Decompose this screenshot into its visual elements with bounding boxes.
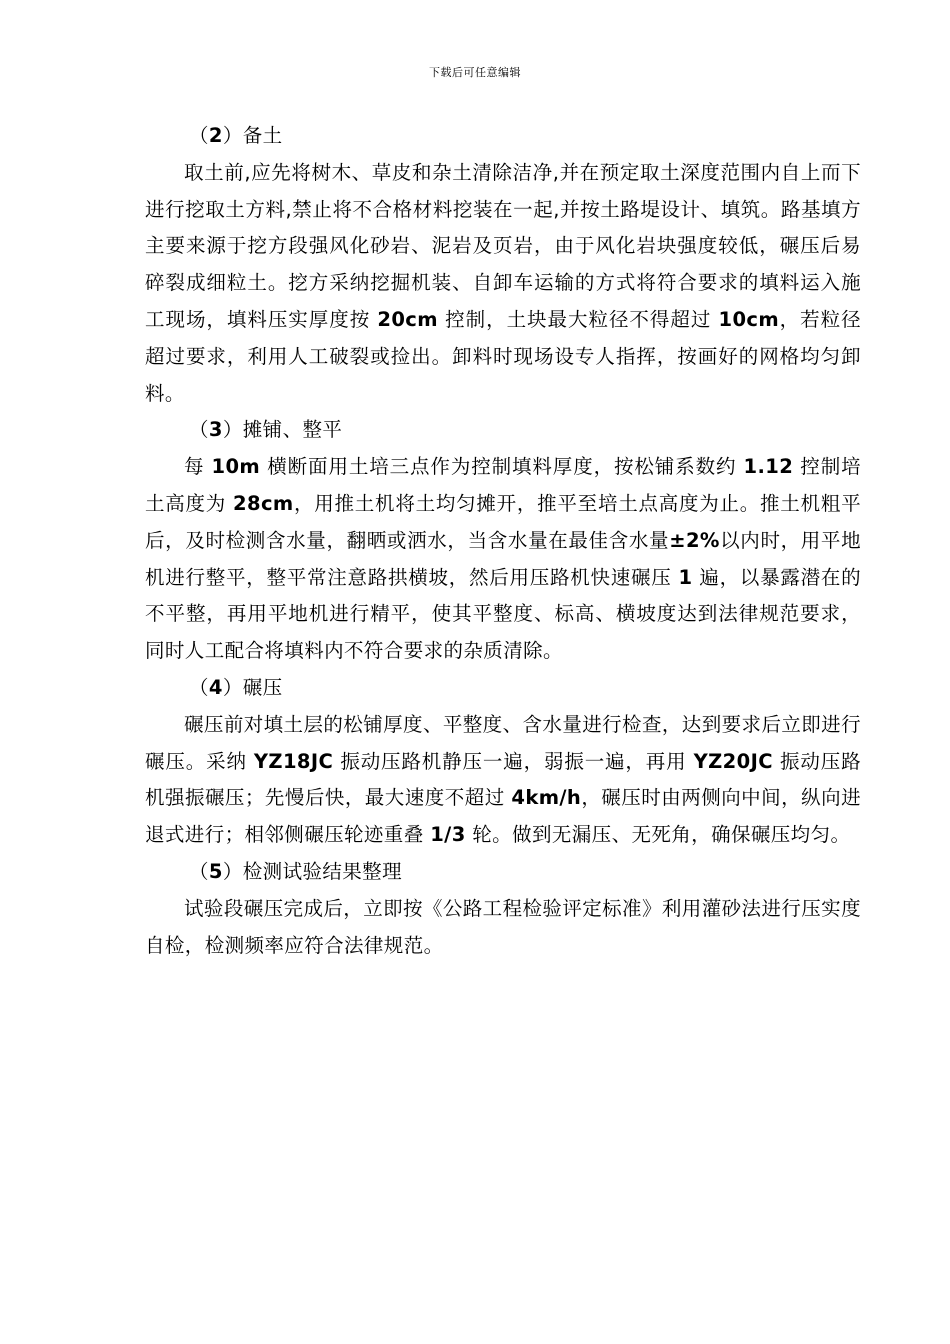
- section-heading-3: （3）摊铺、整平: [189, 418, 343, 442]
- page-header-note: 下载后可任意编辑: [429, 66, 521, 79]
- section-heading-5: （5）检测试验结果整理: [189, 859, 402, 883]
- bold-number-run: YZ18JC: [253, 749, 334, 773]
- section-paragraph-2: 取土前,应先将树木、草皮和杂土清除洁净,并在预定取土深度范围内自上而下进行挖取土方料,禁止将不合格材料挖装在一起,并按土路堤设计、填筑。路基填方主要来源于挖方段强风化砂岩、泥岩及页岩，由于风化岩块强度较低，碾压后易碎裂成细粒土。挖方采纳挖掘机装、自卸车运输的方式将符合要求的填料运入施工现场，填料压实厚度按 20cm 控制，土块最大粒径不得超过 10cm，若粒径超过要求，利用人工破裂或捡出。卸料时现场设专人指挥，按画好的网格均匀卸料。: [145, 160, 861, 405]
- bold-number-run: 3: [208, 418, 223, 442]
- bold-number-run: 4km/h: [511, 786, 582, 810]
- bold-number-run: ±2%: [669, 528, 720, 552]
- bold-number-run: 2: [208, 124, 223, 147]
- bold-number-run: 1.12: [743, 455, 794, 479]
- bold-number-run: 5: [208, 859, 223, 883]
- bold-number-run: 20cm: [377, 307, 438, 331]
- bold-number-run: YZ20JC: [693, 749, 773, 773]
- bold-number-run: 10m: [211, 455, 261, 479]
- bold-number-run: 4: [208, 675, 223, 699]
- section-heading-2: （2）备土: [189, 124, 283, 147]
- bold-number-run: 1: [678, 565, 693, 589]
- document-body: [145, 118, 861, 964]
- bold-number-run: 28cm: [233, 491, 294, 515]
- bold-number-run: 10cm: [718, 307, 780, 331]
- section-paragraph-4: 碾压前对填土层的松铺厚度、平整度、含水量进行检查，达到要求后立即进行碾压。采纳 YZ18JC 振动压路机静压一遍，弱振一遍，再用 YZ20JC 振动压路机强振碾压；先慢后快，最大速度不超过 4km/h，碾压时由两侧向中间，纵向进退式进行；相邻侧碾压轮迹重叠 1/3 轮。做到无漏压、无死角，确保碾压均匀。: [145, 712, 862, 847]
- bold-number-run: 1/3: [430, 823, 466, 847]
- section-heading-4: （4）碾压: [189, 675, 283, 699]
- section-paragraph-5: 试验段碾压完成后，立即按《公路工程检验评定标准》利用灌砂法进行压实度自检，检测频率应符合法律规范。: [145, 896, 861, 957]
- section-paragraph-3: 每 10m 横断面用土培三点作为控制填料厚度，按松铺系数约 1.12 控制培土高度为 28cm，用推土机将土均匀摊开，推平至培土点高度为止。推土机粗平后，及时检测含水量，翻晒或洒水，当含水量在最佳含水量±2%以内时，用平地机进行整平，整平常注意路拱横坡，然后用压路机快速碾压 1 遍，以暴露潜在的不平整，再用平地机进行精平，使其平整度、标高、横坡度达到法律规范要求，同时人工配合将填料内不符合要求的杂质清除。: [145, 455, 861, 663]
